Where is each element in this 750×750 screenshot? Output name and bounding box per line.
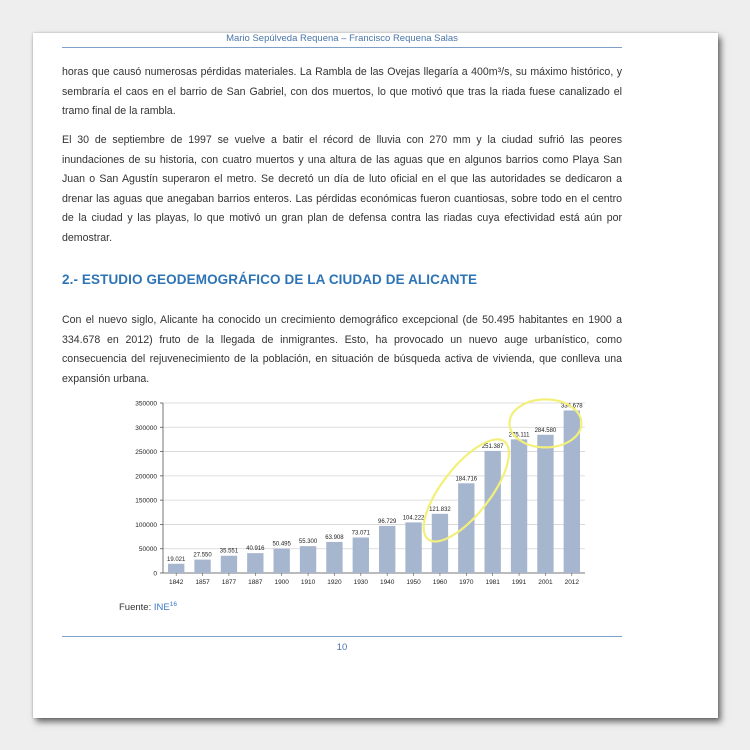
chart-source — [119, 601, 177, 613]
x-tick-label: 1887 — [248, 579, 263, 586]
data-label: 121.832 — [429, 506, 451, 513]
data-label: 96.729 — [378, 519, 397, 526]
data-label: 40.916 — [246, 546, 265, 553]
x-tick-label: 2012 — [564, 579, 580, 586]
x-tick-label: 1877 — [221, 579, 237, 586]
data-label: 334.678 — [560, 403, 583, 410]
bar — [247, 553, 263, 573]
bar — [353, 538, 369, 573]
y-tick-label: 350000 — [135, 400, 157, 408]
data-label: 184.716 — [455, 476, 478, 483]
source-link[interactable]: INE — [153, 602, 170, 614]
data-label: 275.111 — [508, 432, 530, 439]
bar — [511, 439, 527, 573]
x-tick-label: 2001 — [538, 579, 553, 586]
y-tick-label: 250000 — [135, 449, 157, 457]
x-tick-label: 1910 — [300, 579, 316, 586]
header-divider — [62, 47, 622, 48]
bar — [300, 546, 316, 573]
page-header: Mario Sepúlveda Requena – Francisco Requena Salas — [226, 33, 458, 44]
data-label: 19.021 — [167, 556, 186, 563]
bar — [537, 435, 553, 573]
bar — [485, 451, 501, 573]
source-label: Fuente: — [119, 602, 152, 614]
x-tick-label: 1857 — [195, 579, 210, 586]
footnote-ref[interactable]: 16 — [169, 601, 177, 608]
data-label: 104.222 — [402, 515, 425, 522]
bar — [458, 483, 474, 573]
paragraph-3: Con el nuevo siglo, Alicante ha conocido un crecimiento demográfico excepcional (de 50.495 habitantes en 1900 a 334.678 en 2012) fruto de la llegada de inmigrantes. Esto, ha provocado un nuevo auge urbanístico, como consecuencia del rejuvenecimiento de la población, en situación de búsqueda activa de vivienda, que conlleva una expansión urbana. — [62, 314, 622, 385]
x-tick-label: 1981 — [485, 579, 500, 586]
y-tick-label: 300000 — [135, 424, 157, 432]
bar — [168, 564, 184, 573]
data-label: 63.908 — [325, 534, 344, 541]
x-tick-label: 1970 — [459, 579, 474, 586]
x-tick-label: 1842 — [168, 579, 184, 586]
y-tick-label: 50000 — [138, 546, 157, 554]
bar — [274, 548, 290, 573]
x-tick-label: 1960 — [432, 579, 448, 586]
x-tick-label: 1900 — [274, 579, 289, 586]
population-chart — [93, 393, 593, 623]
bar — [326, 542, 342, 573]
data-label: 251.387 — [481, 443, 504, 450]
bar — [221, 556, 237, 573]
x-tick-label: 1991 — [511, 579, 527, 586]
x-tick-label: 1940 — [379, 579, 395, 586]
x-tick-label: 1920 — [327, 579, 342, 586]
x-tick-label: 1950 — [406, 579, 421, 586]
data-label: 50.495 — [272, 541, 291, 548]
bar — [194, 560, 210, 573]
data-label: 55.300 — [298, 539, 318, 546]
bar — [405, 522, 421, 573]
y-tick-label: 100000 — [135, 521, 157, 529]
section-heading: 2.- ESTUDIO GEODEMOGRÁFICO DE LA CIUDAD DE ALICANTE — [62, 272, 478, 287]
page-number: 10 — [336, 642, 348, 653]
data-label: 284.580 — [534, 427, 557, 434]
population-bar-chart — [93, 393, 593, 623]
x-tick-label: 1930 — [353, 579, 369, 586]
paragraph-2: El 30 de septiembre de 1997 se vuelve a batir el récord de lluvia con 270 mm y la ciudad sufrió las peores inundaciones de su historia, con cuatro muertos y una altura de las aguas que en algunos barrios como Playa San Juan o San Agustín superaron el metro. Se decretó un día de luto oficial en el que las autoridades se dedicaron a drenar las aguas que anegaban barrios enteros. Las pérdidas económicas fueron cuantiosas, sobre todo en el centro de la ciudad y las playas, lo que motivó un gran plan de defensa contra las riadas cuya efectividad está aún por demostrar. — [62, 134, 622, 244]
y-tick-label: 0 — [153, 570, 157, 578]
y-tick-label: 150000 — [135, 497, 157, 505]
footer-divider — [62, 636, 622, 637]
data-label: 27.550 — [193, 552, 212, 559]
bar — [432, 514, 448, 573]
bar — [379, 526, 395, 573]
data-label: 35.551 — [219, 548, 239, 555]
y-tick-label: 200000 — [135, 473, 157, 481]
data-label: 73.071 — [351, 530, 370, 537]
paragraph-1: horas que causó numerosas pérdidas materiales. La Rambla de las Ovejas llegaría a 400m³/s, su máximo histórico, y sembraría el caos en el barrio de San Gabriel, con dos muertos, lo que motivó que tras la riada fuese canalizado el tramo final de la rambla. — [62, 66, 622, 117]
